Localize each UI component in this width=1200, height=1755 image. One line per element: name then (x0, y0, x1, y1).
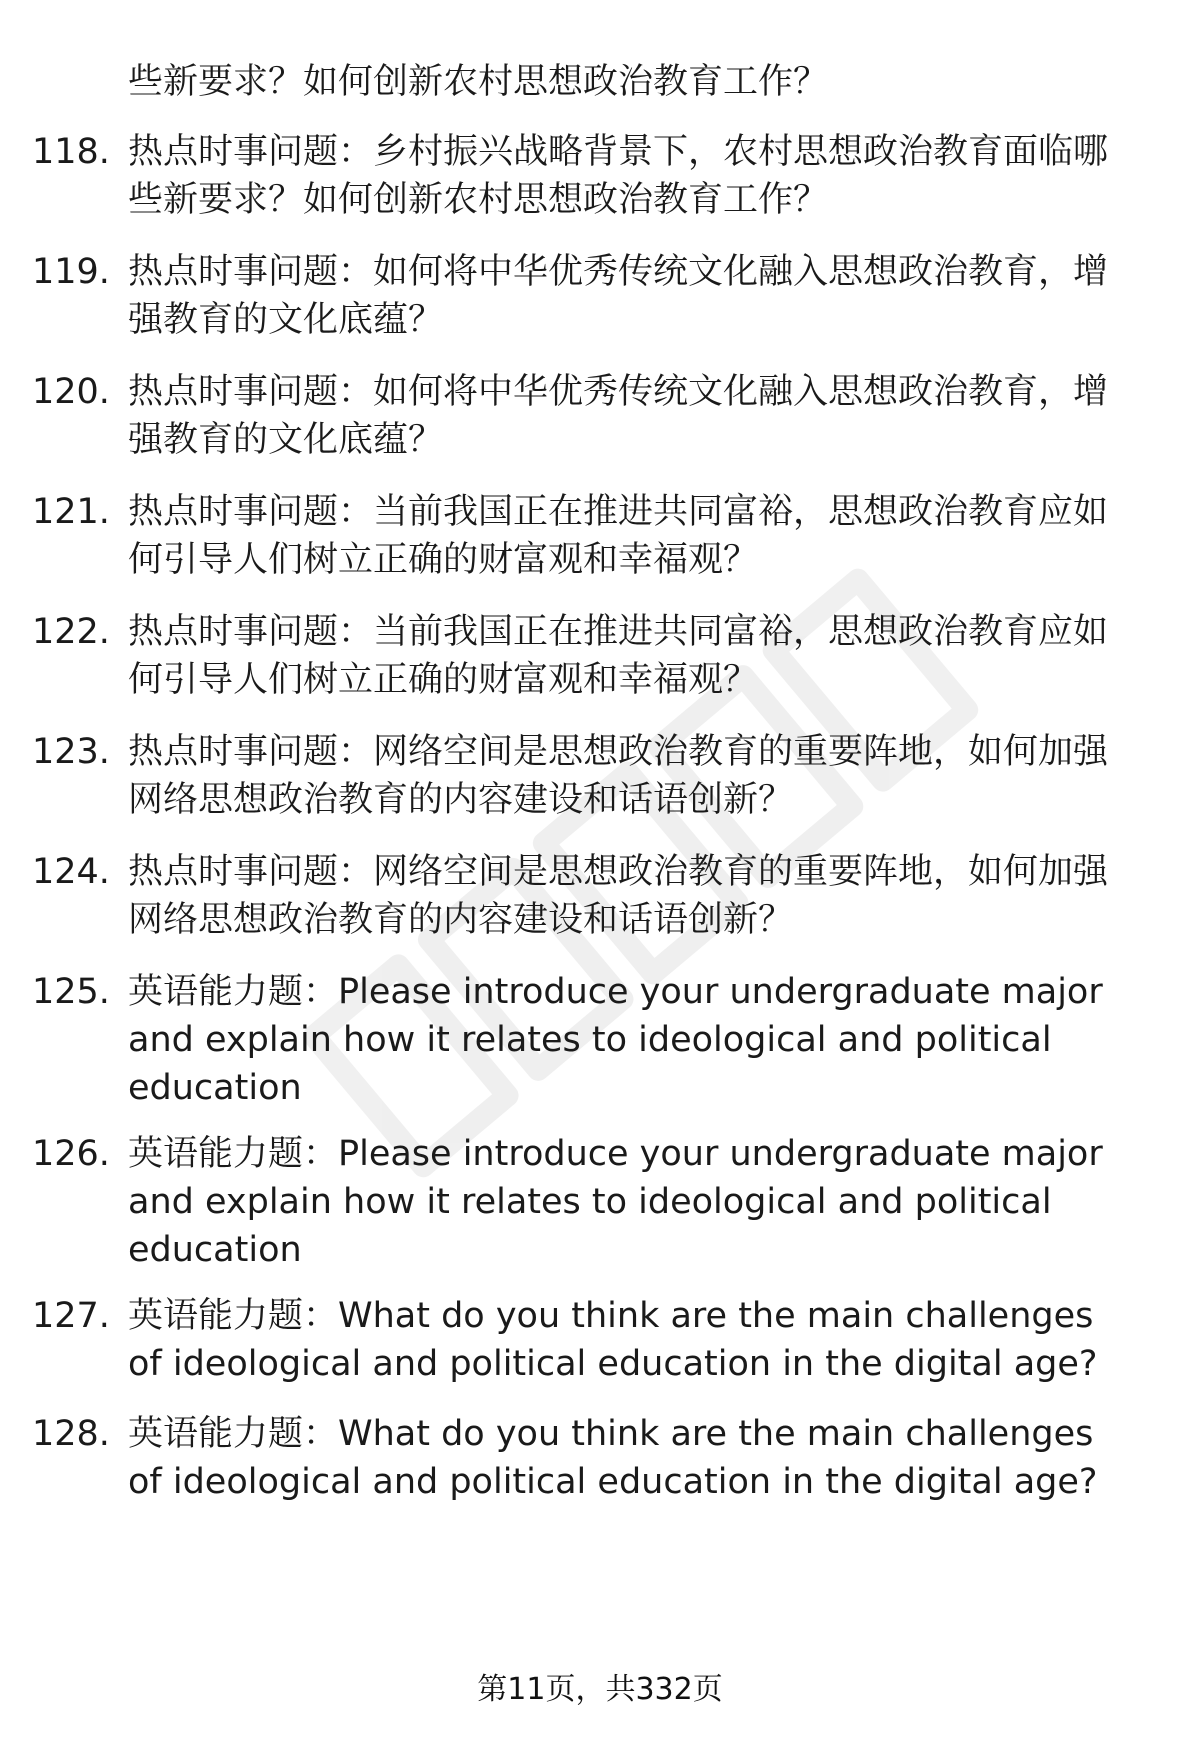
page-footer: 第11页，共332页 (477, 1672, 723, 1707)
question-number: 126. (32, 1134, 110, 1174)
question-text: 热点时事问题：当前我国正在推进共同富裕，思想政治教育应如何引导人们树立正确的财富观和幸福观？ (128, 492, 1109, 580)
question-number: 123. (32, 732, 110, 772)
question-text: 英语能力题：Please introduce your undergraduate major and explain how it relates to ideological and political education (128, 972, 1103, 1108)
question-text: 热点时事问题：如何将中华优秀传统文化融入思想政治教育，增强教育的文化底蕴？ (128, 252, 1109, 340)
question-number: 124. (32, 852, 110, 892)
question-number: 125. (32, 972, 110, 1012)
question-text: 热点时事问题：如何将中华优秀传统文化融入思想政治教育，增强教育的文化底蕴？ (128, 372, 1109, 460)
question-number: 122. (32, 612, 110, 652)
question-text: 热点时事问题：当前我国正在推进共同富裕，思想政治教育应如何引导人们树立正确的财富观和幸福观？ (128, 612, 1109, 700)
question-number: 128. (32, 1414, 110, 1454)
question-text: 热点时事问题：网络空间是思想政治教育的重要阵地，如何加强网络思想政治教育的内容建设和话语创新？ (128, 732, 1109, 820)
question-number: 118. (32, 132, 110, 172)
question-text: 英语能力题：Please introduce your undergraduate major and explain how it relates to ideological and political education (128, 1134, 1103, 1270)
question-number: 119. (32, 252, 110, 292)
question-text: 热点时事问题：网络空间是思想政治教育的重要阵地，如何加强网络思想政治教育的内容建设和话语创新？ (128, 852, 1109, 940)
question-text: 英语能力题：What do you think are the main challenges of ideological and political education in the digital age? (128, 1296, 1098, 1384)
question-number: 127. (32, 1296, 110, 1336)
question-number: 120. (32, 372, 110, 412)
question-text: 热点时事问题：乡村振兴战略背景下，农村思想政治教育面临哪些新要求？如何创新农村思想政治教育工作？ (128, 132, 1109, 220)
question-number: 121. (32, 492, 110, 532)
continued-question-text: 些新要求？如何创新农村思想政治教育工作？ (128, 62, 829, 102)
question-text: 英语能力题：What do you think are the main challenges of ideological and political education in the digital age? (128, 1414, 1098, 1502)
